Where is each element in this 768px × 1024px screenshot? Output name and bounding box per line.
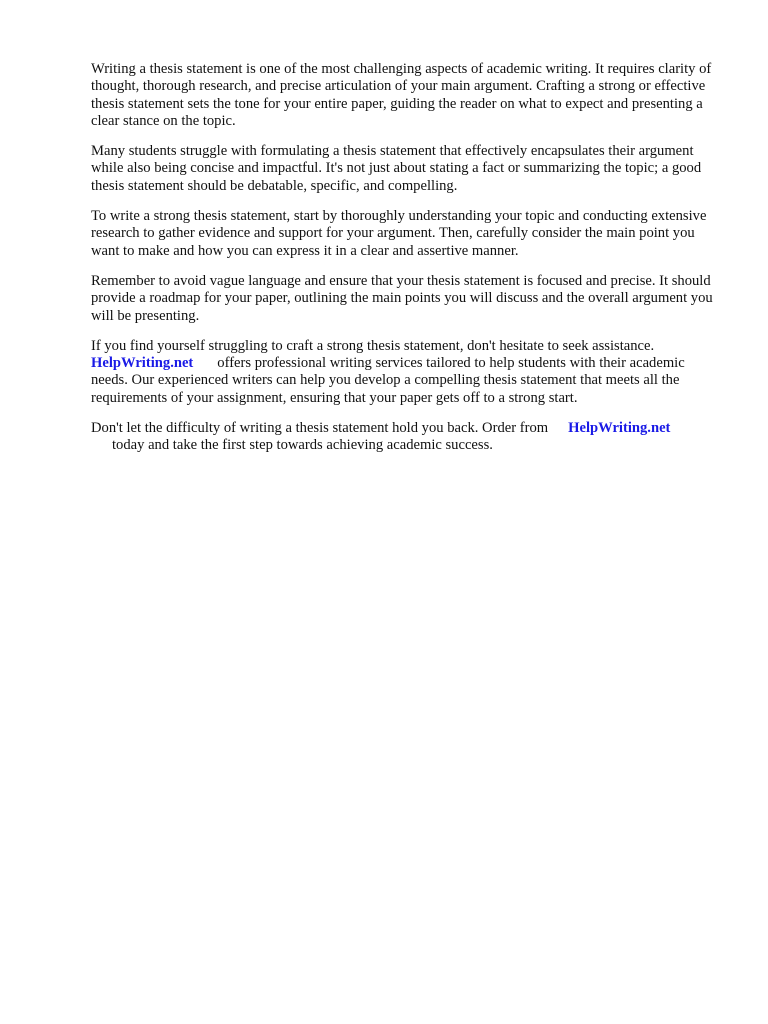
- paragraph-struggle: Many students struggle with formulating a thesis statement that effectively encapsulates their argument while also being concise and impactful. It's not just about stating a fact or summarizing the topic; a good thesis statement should be debatable, specific, and compelling.: [91, 143, 702, 194]
- helpwriting-link[interactable]: HelpWriting.net: [91, 355, 194, 372]
- closing-text-after: today and take the first step towards achieving academic success.: [112, 437, 493, 454]
- helpwriting-link-closing[interactable]: HelpWriting.net: [568, 420, 671, 437]
- closing-text-before: Don't let the difficulty of writing a thesis statement hold you back. Order from: [91, 420, 549, 437]
- paragraph-avoid-vague: Remember to avoid vague language and ensure that your thesis statement is focused and precise. It should provide a roadmap for your paper, outlining the main points you will discuss and the overall argument you will be presenting.: [91, 272, 713, 324]
- document-body: [91, 61, 721, 468]
- assistance-text-before: If you find yourself struggling to craft a strong thesis statement, don't hesitate to seek assistance.: [91, 337, 655, 354]
- paragraph-intro: Writing a thesis statement is one of the most challenging aspects of academic writing. It requires clarity of thought, thorough research, and precise articulation of your main argument. Crafting a strong or effective thesis statement sets the tone for your entire paper, guiding the reader on what to expect and presenting a clear stance on the topic.: [91, 61, 712, 129]
- paragraph-closing: [91, 420, 721, 455]
- paragraph-assistance: [91, 338, 721, 407]
- assistance-text-after: offers professional writing services tailored to help students with their academic needs. Our experienced writers can help you develop a compelling thesis statement that meets all the requirements of your assignment, ensuring that your paper gets off to a strong start.: [91, 355, 685, 406]
- paragraph-how-to-write: To write a strong thesis statement, start by thoroughly understanding your topic and conducting extensive research to gather evidence and support for your argument. Then, carefully consider the main point you want to make and how you can express it in a clear and assertive manner.: [91, 208, 707, 259]
